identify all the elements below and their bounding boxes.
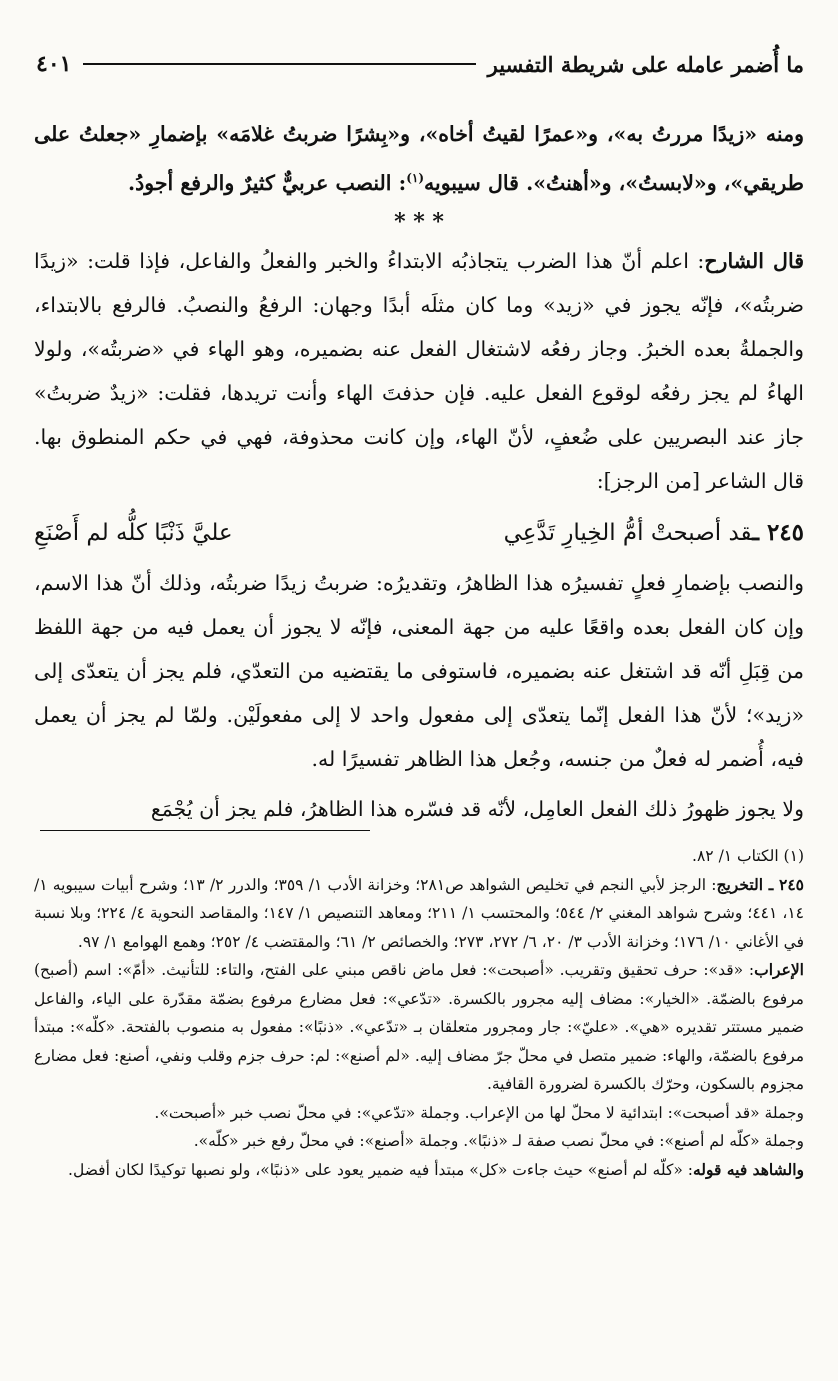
footnote-ref: (١): [406, 171, 425, 185]
body-paragraph-2: والنصب بإضمارِ فعلٍ تفسيرُه هذا الظاهرُ، وتقديرُه: ضربتُ زيدًا ضربتُه، وذلك أنّ هذا الاسم، وإن كان الفعل بعده واقعًا عليه من جهة المعنى، فإنّه لا يجوز أن يعمل فيه من جهة اللفظ من قِبَلِ أنّه قد اشتغل عنه بضميره، فاستوفى ما يقتضيه من التعدّي، فلم يجز أن يتعدّى إلى «زيد»؛ لأنّ هذا الفعل إنّما يتعدّى إلى مفعول واحد لا إلى مفعولَيْن. ولمّا لم يجز أن يعمل فيه، أُضمر له فعلٌ من جنسه، وجُعل هذا الظاهر تفسيرًا له.: [34, 570, 804, 771]
takhrij-text: : الرجز لأبي النجم في تخليص الشواهد ص٢٨١؛ وخزانة الأدب ١/ ٣٥٩؛ والدرر ٢/ ١٣؛ وشرح أبيات سيبويه ١/ ١٤، ٤٤١؛ وشرح شواهد المغني ٢/ ٥٤٤؛ والمحتسب ١/ ٢١١؛ ومعاهد التنصيص ١/ ١٤٧؛ والمقاصد النحوية ٤/ ٢٢٤؛ وبلا نسبة في الأغاني ١٠/ ١٧٦؛ وخزانة الأدب ٣/ ٢٠، ٦/ ٢٧٢، ٢٧٣؛ والخصائص ٢/ ٦١؛ والمقتضب ٤/ ٢٥٢؛ وهمع الهوامع ١/ ٩٧.: [34, 875, 805, 951]
jumal-note-1: وجملة «قد أصبحت»: ابتدائية لا محلّ لها من الإعراب. وجملة «تدّعي»: في محلّ نصب خبر «أصبحت».: [154, 1103, 804, 1122]
main-text: [34, 112, 804, 831]
verse-second-hemistich: عليَّ ذَنْبًا كلُّه لم أَصْنَعِ: [34, 519, 233, 546]
irab-note: [34, 956, 804, 1099]
takhrij-label: ٢٤٥ ـ التخريج: [716, 874, 805, 894]
running-title: ما أُضمر عامله على شريطة التفسير: [487, 51, 804, 77]
intro-paragraph: [34, 112, 804, 205]
shahid-text: : «كلّه لم أصنع» حيث جاءت «كل» مبتدأ فيه ضمير يعود على «ذنبًا»، ولو نصبها توكيدًا لكان أفضل.: [68, 1160, 693, 1179]
footnotes: [34, 842, 804, 1184]
shahid-note: [34, 1156, 804, 1185]
body-paragraph-3: ولا يجوز ظهورُ ذلك الفعل العامِل، لأنّه قد فسّره هذا الظاهرُ، فلم يجز أن يُجْمَع: [150, 796, 804, 821]
verse-first-hemistich: [504, 507, 804, 559]
verse-number: ٢٤٥ ـ: [752, 518, 804, 546]
sharh-text: : اعلم أنّ هذا الضرب يتجاذبُه الابتداءُ والخبر والفعلُ والفاعل، فإذا قلت: «زيدًا ضربتُه»، فإنّه يجوز في «زيد» وما كان مثلَه أبدًا وجهان: الرفعُ والنصبُ. فالرفع بالابتداء، والجملةُ بعده الخبرُ. وجاز رفعُه لاشتغال الفعل عنه بضميره، وهو الهاء في «ضربتُه»، ولولا الهاءُ لم يجز رفعُه لوقوع الفعل عليه. فإن حذفتَ الهاء وأنت تريدها، فقلت: «زيدٌ ضربتُ» جاز عند البصريين على ضُعفٍ، لأنّ الهاء، وإن كانت محذوفة، فهي في حكم المنطوق بها. قال الشاعر [من الرجز]:: [34, 248, 804, 493]
header-rule: [83, 63, 475, 65]
intro-text: ومنه «زيدًا مررتُ به»، و«عمرًا لقيتُ أخاه»، و«بِشرًا ضربتُ غلامَه» بإضمارِ «جعلتُ على طريقي»، و«لابستُ»، و«أهنتُ». قال سيبويه: [34, 122, 804, 195]
jumal-note-2: وجملة «كلّه لم أصنع»: في محلّ نصب صفة لـ «ذنبًا». وجملة «أصنع»: في محلّ رفع خبر «كلّه».: [193, 1132, 804, 1150]
footnote-1: (١) الكتاب ١/ ٨٢.: [692, 847, 804, 865]
poetry-verse: [34, 507, 804, 559]
shahid-label: والشاهد فيه قوله: [692, 1159, 804, 1179]
page-number: ٤٠١: [36, 51, 72, 77]
verse-first-text: قد أصبحتْ أمُّ الخِيارِ تَدَّعِي: [503, 519, 753, 546]
irab-text: : «قد»: حرف تحقيق وتقريب. «أصبحت»: فعل ماض ناقص مبني على الفتح، والتاء: للتأنيث. «أمّ»: اسم (أصبح) مرفوع بالضمّة. «الخيار»: مضاف إليه مجرور بالكسرة. «تدّعي»: فعل مضارع مرفوع بضمّة مقدّرة على الياء، والفاعل ضمير مستتر تقديره «هي». «عليّ»: جار ومجرور متعلقان بـ «تدّعي». «ذنبًا»: مفعول به منصوب بالفتحة. «كلّه»: مبتدأ مرفوع بالضمّة، والهاء: ضمير متصل في محلّ جرّ مضاف إليه. «لم أصنع»: لم: حرف جزم وقلب ونفي، أصنع: فعل مضارع مجزوم بالسكون، وحرّك بالكسرة لضرورة القافية.: [34, 961, 804, 1093]
section-divider: * * *: [394, 208, 444, 235]
intro-end: : النصب عربيٌّ كثيرٌ والرفع أجودُ.: [128, 170, 407, 195]
running-header: [36, 44, 804, 84]
sharh-label: قال الشارح: [704, 248, 804, 273]
footnote-separator: [40, 830, 370, 831]
sharh-paragraph: [34, 239, 804, 503]
irab-label: الإعراب: [754, 960, 804, 979]
takhrij-note: [34, 871, 804, 957]
